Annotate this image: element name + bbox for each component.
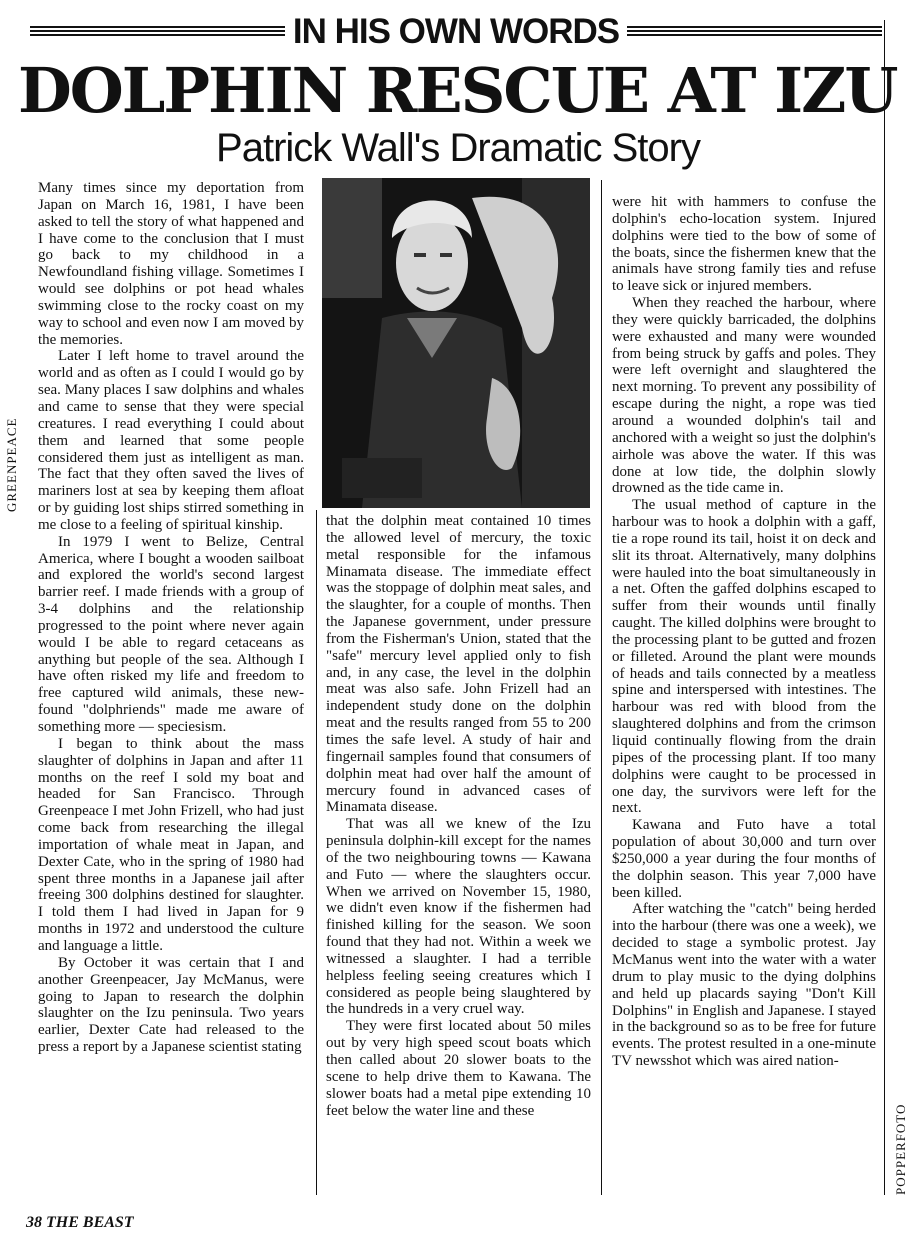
kicker-rule-left (30, 22, 285, 42)
column-rule-1 (316, 510, 317, 1195)
article-column-1 (38, 180, 304, 1056)
paragraph: Later I left home to travel around the world and as often as I could I would go by sea. Many places I saw dolphins and whales and came to sense that they were special creatures. I read everything I could about them and learned that some people considered them just as intelligent as man. The fact that they often saved the lives of mariners lost at sea by keeping them afloat or by guiding lost ships stirred something in me close to a feeling of spiritual kinship. (38, 348, 304, 533)
headline: DOLPHIN RESCUE AT IZU (18, 54, 897, 127)
paragraph: Many times since my deportation from Japan on March 16, 1981, I have been asked to tell the story of what happened and I have come to the conclusion that I must go back to my childhood in a Newfoundland fishing village. Sometimes I would see dolphins or pot head whales swimming close to the rocky coast on my way to school and even now I am moved by the memories. (38, 180, 304, 348)
kicker-rule-right (627, 22, 882, 42)
paragraph: When they reached the harbour, where they were quickly barricaded, the dolphins were exhausted and many were wounded from being struck by gaffs and poles. They were left overnight and slaughtered the next morning. To prevent any possibility of escape during the night, a rope was tied around a wounded dolphin's tail and anchored with a weight so just the dolphin's airhole was above the water. If this was done at low tide, the dolphin slowly drowned as the tide came in. (612, 295, 876, 497)
photo-credit-left: GREENPEACE (4, 417, 19, 512)
paragraph: The usual method of capture in the harbour was to hook a dolphin with a gaff, tie a rope round its tail, hoist it on deck and slit its throat. Alternatively, many dolphins were hauled into the boat simultaneously in a net. Often the gaffed dolphins escaped to suffer from their wounds until finally caught. The killed dolphins were brought to the processing plant to be gutted and frozen or filleted. Around the plant were mounds of heads and tails connected by a meatless spine and interspersed with intestines. The harbour was red with blood from the slaughtered dolphins and from the crimson liquid continually flowing from the drain pipes of the processing plant. If too many dolphins were caught to be processed in one day, the survivors were left for the next. (612, 497, 876, 817)
page-rule-right (884, 20, 885, 1195)
section-kicker (30, 12, 882, 52)
kicker-text: IN HIS OWN WORDS (292, 12, 620, 51)
paragraph: I began to think about the mass slaughter of dolphins in Japan and after 11 months on the reef I sold my boat and headed for San Francisco. Through Greenpeace I met John Frizell, who had just come back from researching the illegal importation of whale meat in Japan, and Dexter Cate, who in the spring of 1980 had spent three months in a Japanese jail after freeing 300 dolphins destined for slaughter. I told them I had lived in Japan for 9 months in 1972 and understood the culture and language a little. (38, 735, 304, 954)
paragraph: After watching the "catch" being herded into the harbour (there was one a week), we decided to stage a symbolic protest. Jay McManus went into the water with a water drum to play music to the dying dolphins and held up placards saying "Don't Kill Dolphins" in English and Japanese. I stayed in the background so as to be free for future events. The protest resulted in a one-minute TV newsshot which was aired nation- (612, 901, 876, 1070)
article-column-3 (612, 194, 876, 1070)
deck-subtitle: Patrick Wall's Dramatic Story (216, 126, 700, 170)
photo-credit-right: POPPERFOTO (893, 1103, 908, 1195)
paragraph: Kawana and Futo have a total population of about 30,000 and turn over $250,000 a year during the four months of the dolphin season. This year 7,000 have been killed. (612, 817, 876, 901)
article-column-2 (326, 513, 591, 1119)
page-footer: 38 THE BEAST (26, 1214, 134, 1231)
paragraph: were hit with hammers to confuse the dolphin's echo-location system. Injured dolphins were tied to the bow of some of the boats, since the fishermen knew that the animals have strong family ties and refuse to leave sick or injured members. (612, 194, 876, 295)
paragraph: In 1979 I went to Belize, Central America, where I bought a wooden sailboat and explored the world's second largest barrier reef. I made friends with a group of 3-4 dolphins and the relationship progressed to the point where never again would I be able to regard cetaceans as anything but people of the sea. Although I have often risked my life and freedom to free captured wild animals, these new-found "dolphriends" made me aware of something more — speciesism. (38, 533, 304, 735)
paragraph: That was all we knew of the Izu peninsula dolphin-kill except for the names of the two neighbouring towns — Kawana and Futo — where the slaughters occur. When we arrived on November 15, 1980, we didn't even know if the fishermen had finished killing for the season. We soon found that they had not. Within a week we witnessed a slaughter. I had a terrible helpless feeling seeing creatures which I considered as people being slaughtered by the hundreds in a very cruel way. (326, 816, 591, 1018)
column-rule-2 (601, 180, 602, 1195)
paragraph: By October it was certain that I and another Greenpeacer, Jay McManus, were going to Japan to research the dolphin slaughter on the Izu peninsula. Two years earlier, Dexter Cate had released to the press a report by a Japanese scientist stating (38, 954, 304, 1056)
portrait-photo (322, 178, 590, 508)
paragraph: that the dolphin meat contained 10 times the allowed level of mercury, the toxic metal responsible for the infamous Minamata disease. The immediate effect was the stoppage of dolphin meat sales, and the slaughter, for a couple of months. Then the Japanese government, under pressure from the Fisherman's Union, stated that the "safe" mercury level applied only to fish and, in any case, the level in the dolphin meat was also safe. John Frizell had an independent study done on the dolphin meat and the results ranged from 55 to 200 times the safe level. A study of hair and fingernail samples found that consumers of dolphin meat had over half the amount of mercury found in advanced cases of Minamata disease. (326, 513, 591, 816)
paragraph: They were first located about 50 miles out by very high speed scout boats which then called about 20 slower boats to the scene to help drive them to Kawana. The slower boats had a metal pipe extending 10 feet below the water line and these (326, 1018, 591, 1119)
